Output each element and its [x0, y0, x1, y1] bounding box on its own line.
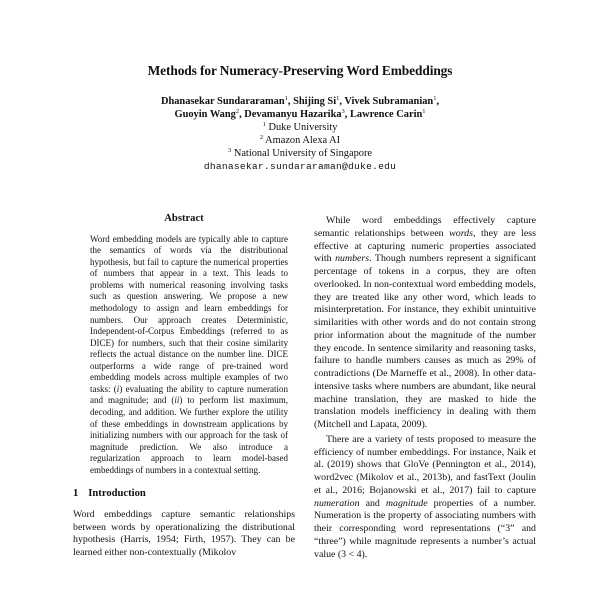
- affiliation: [0, 147, 600, 160]
- section-heading-introduction: [73, 488, 295, 501]
- section-number: 1: [73, 488, 79, 500]
- affiliation-name: Amazon Alexa AI: [265, 135, 341, 147]
- affiliation: [0, 121, 600, 134]
- abstract-heading: Abstract: [164, 213, 204, 224]
- author-line-1: Dhanasekar Sundararaman$^1$, Shijing Si$^1$, Vivek Subramanian$^1$,: [160, 95, 440, 107]
- affiliation-name: National University of Singapore: [233, 148, 373, 160]
- author-name: Vivek Subramanian: [344, 96, 434, 107]
- body-paragraph: While word embeddings effectively capture semantic relationships between words, they are less effective at capturing numeric properties associated with numbers. Though numbers represent a significant percentage of tokens in a corpus, they are often overlooked. In non-contextual word embedding models, they are treated like any other word, which leads to misinterpretation. For instance, they exhibit unintuitive similarities with other words and do not contain strong prior information about the magnitude of the number they encode. In sentence similarity and reasoning tasks, failure to handle numbers causes as much as 29% of contradictions (De Marneffe et al., 2008). In other data-intensive tasks where numbers are abundant, like neural machine translation, they are masked to hide the translation models inefficiency in dealing with them (Mitchell and Lapata, 2009).: [314, 215, 536, 430]
- affiliation-mark: 1: [262, 121, 266, 129]
- author-affiliation-mark: 1: [433, 95, 437, 102]
- author-affiliation-mark: 3: [341, 108, 345, 116]
- author-name: Lawrence Carin: [350, 109, 423, 121]
- author-name: Guoyin Wang: [174, 109, 236, 121]
- body-paragraph: There are a variety of tests proposed to measure the efficiency of number embeddings. For instance, Naik et al. (2019) shows that GloVe (Pennington et al., 2014), word2vec (Mikolov et al., 2013b), and fastText (Joulin et al., 2016; Bojanowski et al., 2017) fail to capture numeration and magnitude properties of a number. Numeration is the property of associating numbers with their corresponding word representations (“3” and “three”) while magnitude represents a number’s actual value (3 < 4).: [314, 433, 536, 560]
- author-name: Shijing Si: [293, 96, 337, 107]
- left-column: [73, 213, 295, 560]
- author-affiliation-mark: 2: [235, 108, 240, 116]
- section-title: Introduction: [88, 488, 146, 500]
- author-block: [0, 95, 600, 174]
- affiliation: [0, 134, 600, 147]
- author-email[interactable]: dhanasekar.sundararaman@duke.edu: [203, 161, 397, 173]
- author-name: Devamanyu Hazarika: [244, 109, 342, 121]
- right-column: [314, 215, 536, 561]
- affiliation-mark: 2: [259, 134, 264, 142]
- author-affiliation-mark: 1: [422, 108, 426, 116]
- author-name: Dhanasekar Sundararaman: [160, 96, 285, 107]
- author-line-2: Guoyin Wang$^2$, Devamanyu Hazarika$^3$, Lawrence Carin$^1$: [174, 108, 426, 121]
- intro-paragraph: Word embeddings capture semantic relationships between words by operationalizing the distributional hypothesis (Harris, 1954; Firth, 1957). They can be learned either non-contextually (Mikolov: [73, 508, 295, 559]
- abstract-text: Word embedding models are typically able to capture the semantics of words via the distributional hypothesis, but fail to capture the numerical properties of numbers that appear in a text. This leads to problems with numerical reasoning involving tasks such as question answering. We propose a new methodology to assign and learn embeddings for numbers. Our approach creates Deterministic, Independent-of-Corpus Embeddings (referred to as DICE) for numbers, such that their cosine similarity reflects the actual distance on the number line. DICE outperforms a wide range of pre-trained word embedding models across multiple examples of two tasks: (i) evaluating the ability to capture numeration and magnitude; and (ii) to perform list maximum, decoding, and addition. We further explore the utility of these embeddings in downstream applications by initializing numbers with our approach for the task of magnitude prediction. We also introduce a regularization approach to learn model-based embeddings of numbers in a contextual setting.: [90, 233, 289, 475]
- paper-title: Methods for Numeracy-Preserving Word Embeddings: [147, 63, 453, 78]
- author-affiliation-mark: 1: [336, 95, 340, 102]
- author-affiliation-mark: 1: [284, 95, 288, 102]
- affiliation-name: Duke University: [268, 122, 338, 134]
- affiliation-mark: 3: [227, 147, 232, 155]
